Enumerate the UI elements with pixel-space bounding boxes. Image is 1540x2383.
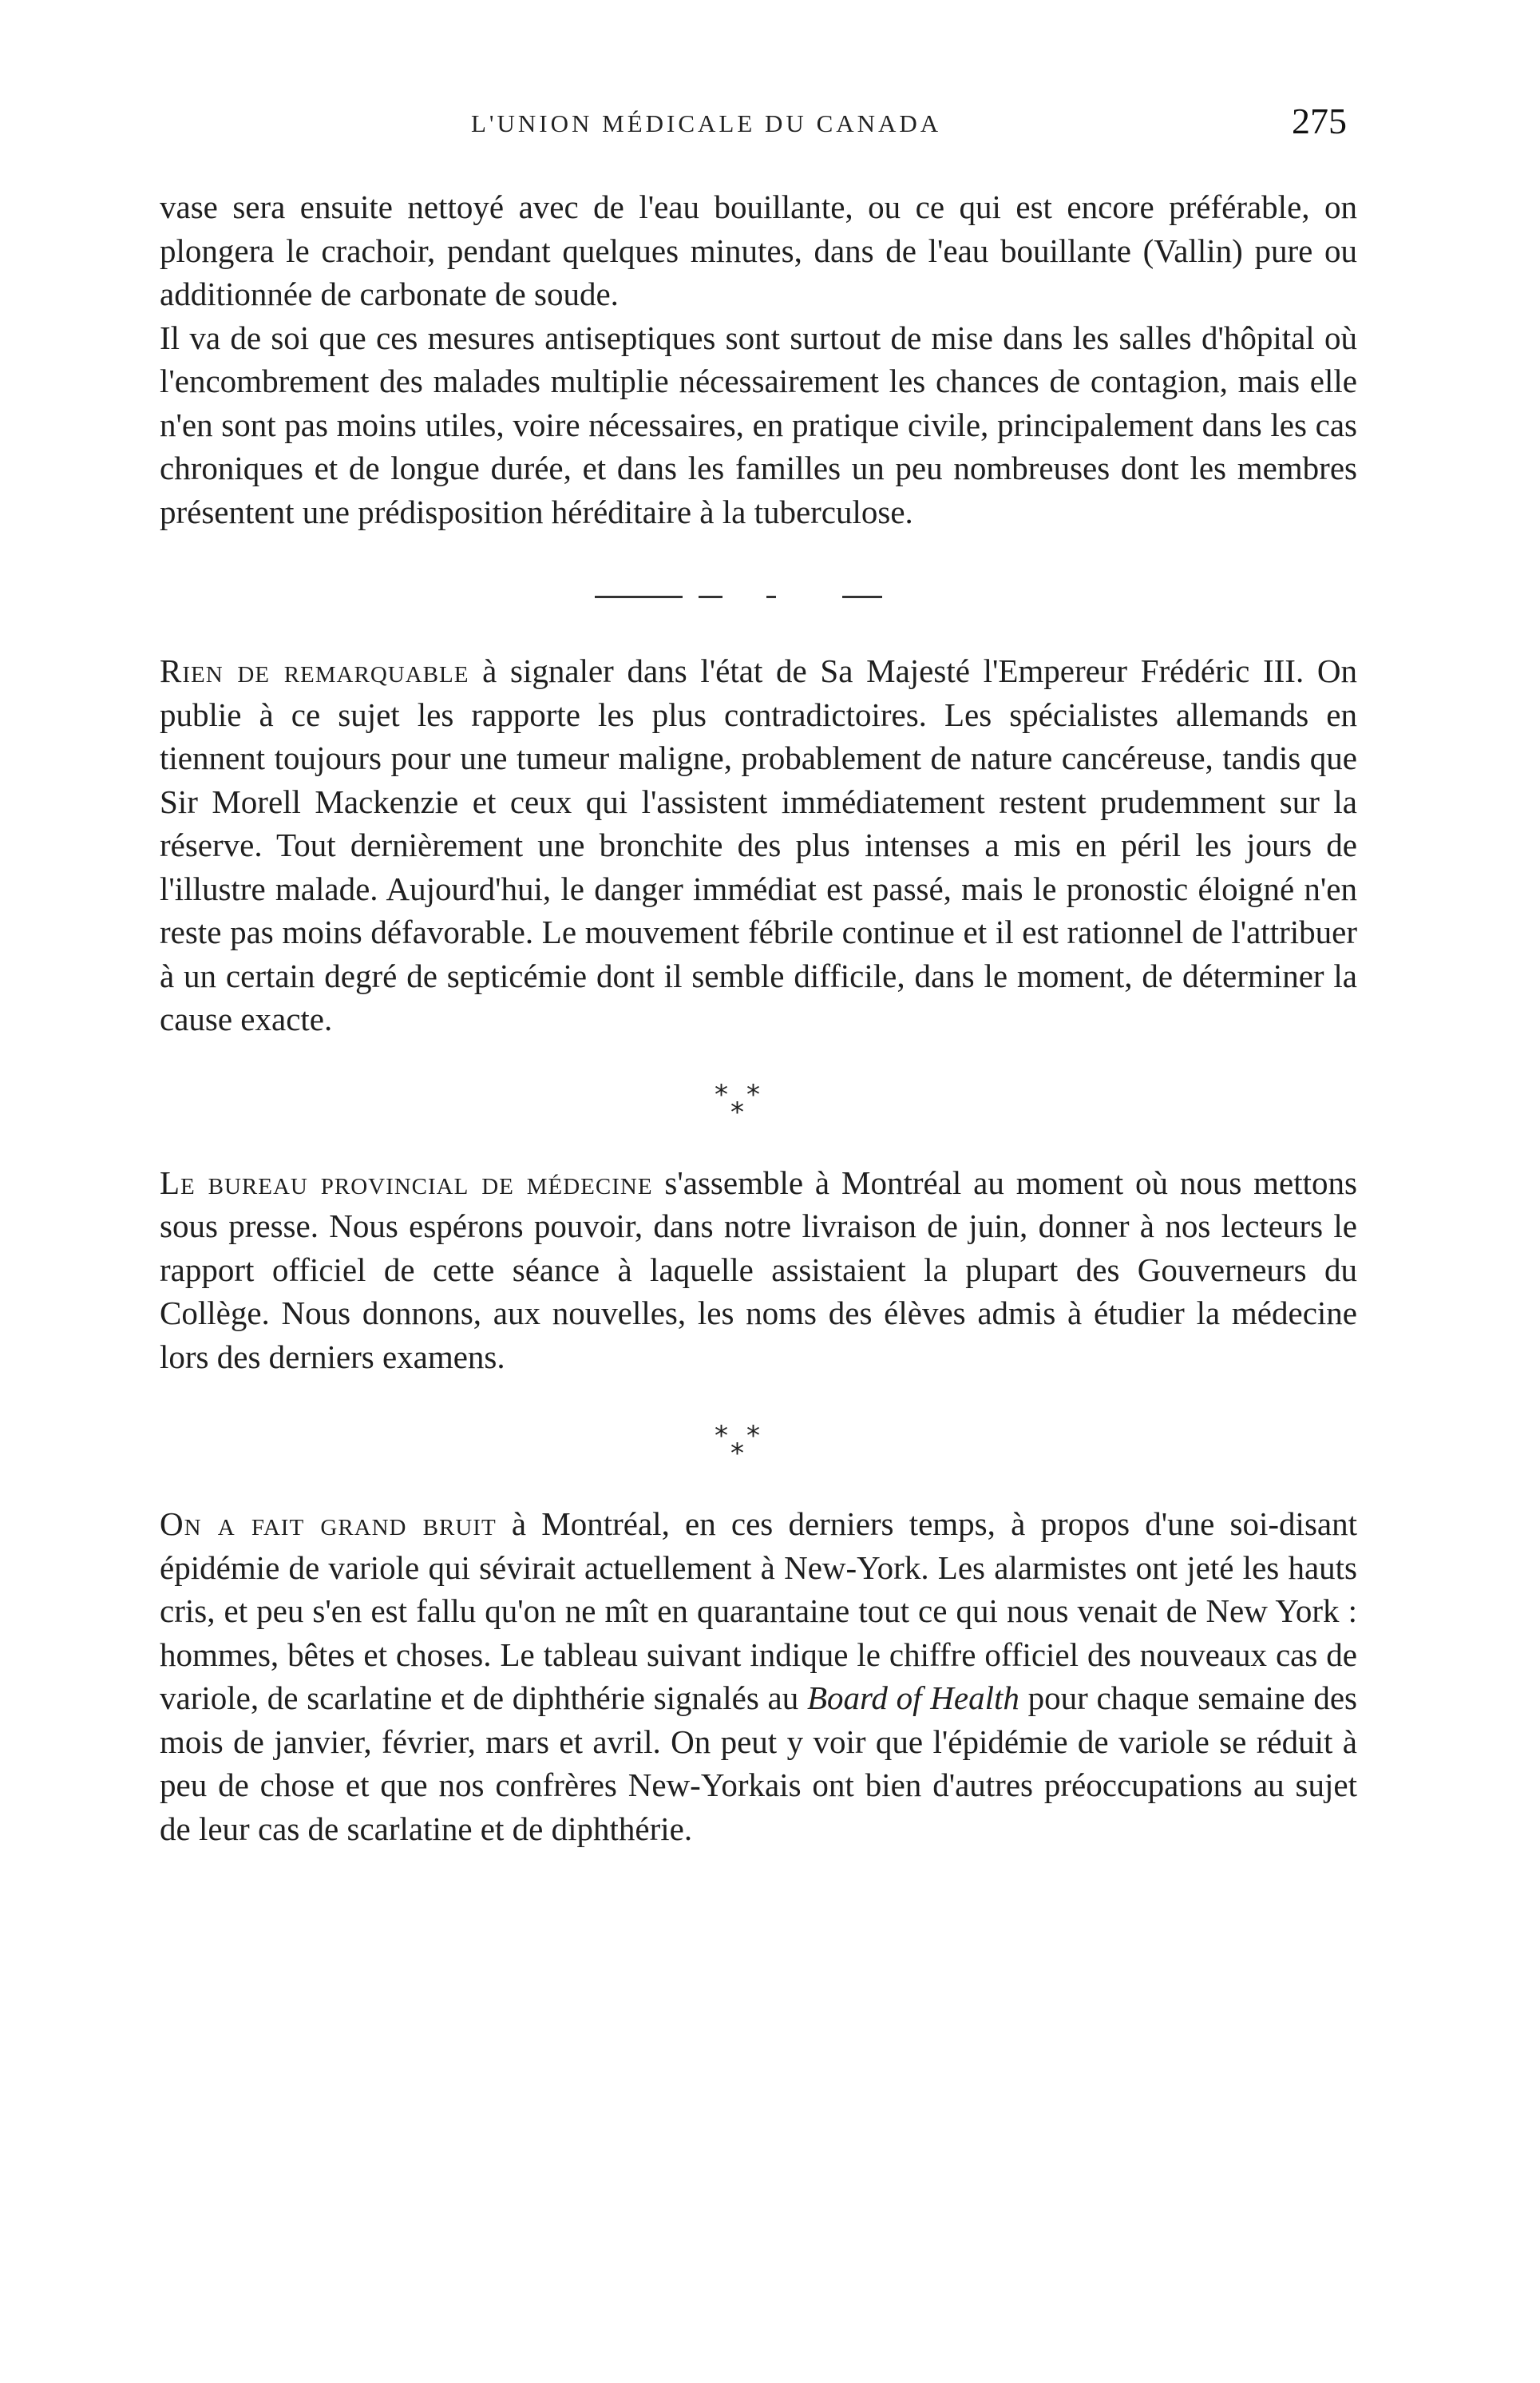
paragraph-body: à Montréal, en ces derniers temps, à propos d'une soi-disant épidémie de variole qui sévirait actuellement à New-York. Les alarmistes ont jeté les hauts cris, et peu s'en est fallu qu'on ne mît en quarantaine tout ce qui nous venait de New York : hommes, bêtes et choses. Le tableau suivant indique le chiffre officiel des nouveaux cas de variole, de scarlatine et de diphthérie signalés au xyxy=(160,1505,1357,1716)
italic-board-of-health: Board of Health xyxy=(806,1679,1019,1716)
asterism-star: * xyxy=(715,1078,728,1111)
asterism-divider xyxy=(160,1378,1357,1502)
paragraph-provincial-bureau xyxy=(160,1161,1357,1379)
paragraph-lead-in: Le bureau provincial de médecine xyxy=(160,1164,653,1201)
divider-segment xyxy=(699,596,722,598)
paragraph-lead-in: On a fait grand bruit xyxy=(160,1505,497,1542)
asterism-star: * xyxy=(746,1078,760,1111)
page-header xyxy=(160,100,1361,148)
divider-segment xyxy=(842,596,882,598)
divider-segment xyxy=(595,596,683,598)
asterism-star: * xyxy=(730,1096,744,1128)
asterism-star: * xyxy=(715,1420,728,1452)
paragraph-antiseptic-measures-text: Il va de soi que ces mesures antiseptiques sont surtout de mise dans les salles d'hôpital où l'encombrement des malades multiplie nécessairement les chances de contagion, mais elle n'en sont pas moins utiles, voire nécessaires, en pratique civile, principalement dans les cas chroniques et de longue durée, et dans les familles un peu nombreuses dont les membres présentent une prédisposition héréditaire à la tuberculose. xyxy=(160,319,1357,530)
paragraph-spittoon-cleaning: vase sera ensuite nettoyé avec de l'eau bouillante, ou ce qui est encore préférable, on plongera le crachoir, pendant quelques minutes, dans de l'eau bouillante (Vallin) pure ou additionnée de carbonate de soude. xyxy=(160,188,1357,312)
asterism-star: * xyxy=(730,1437,744,1469)
asterism-star: * xyxy=(746,1420,760,1452)
paragraph-lead-in: Rien de remarquable xyxy=(160,652,469,689)
paragraph-antiseptic-measures xyxy=(160,316,1357,534)
paragraph-body: s'assemble à Montréal au moment où nous mettons sous presse. Nous espérons pouvoir, dans notre livraison de juin, donner à nos lecteurs le rapport officiel de cette séance à laquelle assistaient la plupart des Gouverneurs du Collège. Nous donnons, aux nouvelles, les noms des élèves admis à étudier la médecine lors des derniers examens. xyxy=(160,1164,1357,1375)
asterism-divider xyxy=(160,1041,1357,1161)
paragraph-smallpox-new-york xyxy=(160,1502,1357,1850)
page-number: 275 xyxy=(1292,101,1347,141)
section-divider-rule xyxy=(160,533,1357,649)
body-text xyxy=(160,185,1357,1850)
paragraph-emperor-frederic xyxy=(160,649,1357,1041)
divider-segment xyxy=(766,596,776,598)
running-title: L'UNION MÉDICALE DU CANADA xyxy=(471,109,942,137)
paragraph-body: à signaler dans l'état de Sa Majesté l'Empereur Frédéric III. On publie à ce sujet les rapporte les plus contradictoires. Les spécialistes allemands en tiennent toujours pour une tumeur maligne, probablement de nature cancéreuse, tandis que Sir Morell Mackenzie et ceux qui l'assistent immédiatement restent prudemment sur la réserve. Tout dernièrement une bronchite des plus intenses a mis en péril les jours de l'illustre malade. Aujourd'hui, le danger immédiat est passé, mais le pronostic éloigné n'en reste pas moins défavorable. Le mouvement fébrile continue et il est rationnel de l'attribuer à un certain degré de septicémie dont il semble difficile, dans le moment, de déterminer la cause exacte. xyxy=(160,652,1358,1037)
paragraph-body: pour chaque semaine des mois de janvier, février, mars et avril. On peut y voir que l'épidémie de variole se réduit à peu de chose et que nos confrères New-Yorkais ont bien d'autres préoccupations au sujet de leur cas de scarlatine et de diphthérie. xyxy=(160,1679,1358,1847)
